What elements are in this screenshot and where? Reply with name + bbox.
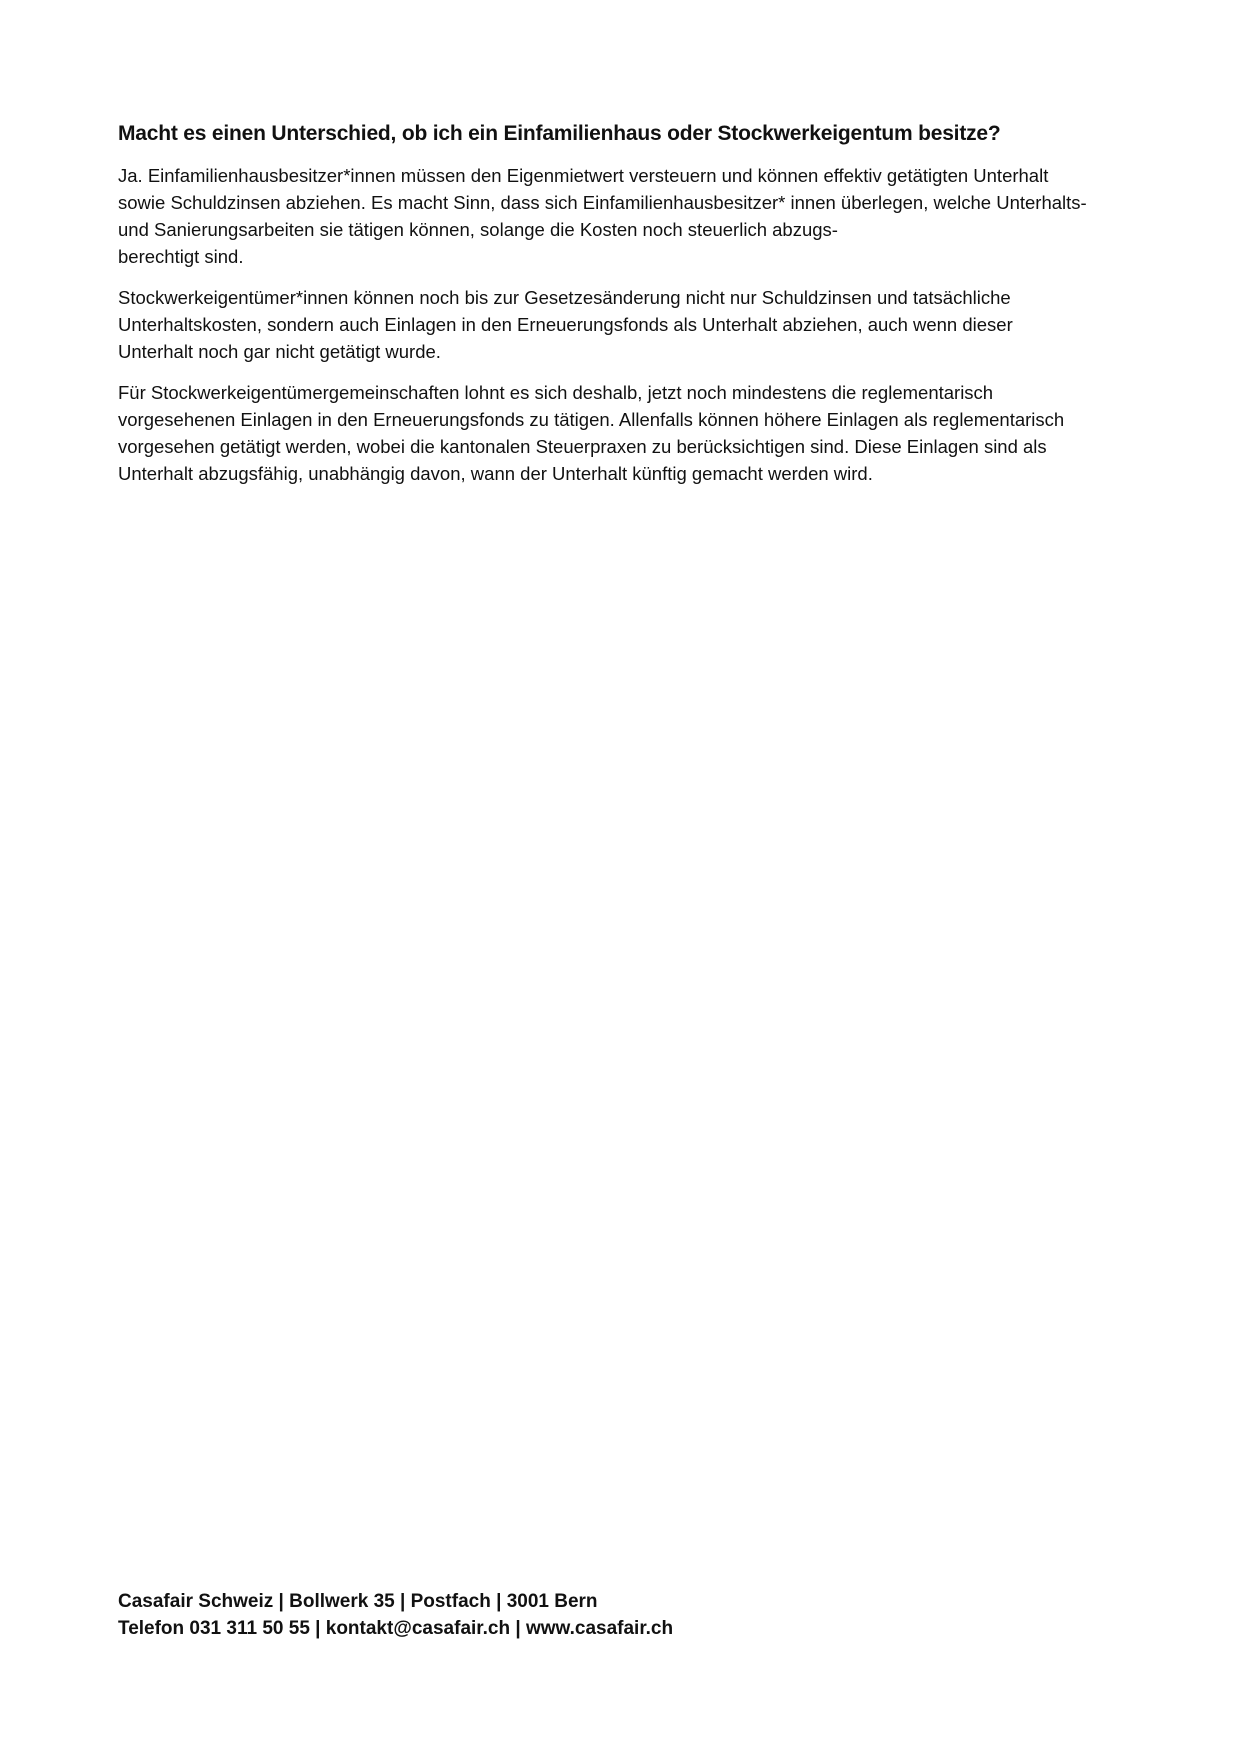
section-heading: Macht es einen Unterschied, ob ich ein Einfamilienhaus oder Stockwerkeigentum besitze? — [118, 122, 1001, 145]
paragraph-line: Ja. Einfamilienhausbesitzer*innen müssen den Eigenmietwert versteuern und können effektiv getätigten Unterhalt — [118, 165, 1049, 186]
paragraph-line: und Sanierungsarbeiten sie tätigen können, solange die Kosten noch steuerlich abzugs- — [118, 219, 838, 240]
paragraph-line: sowie Schuldzinsen abziehen. Es macht Sinn, dass sich Einfamilienhausbesitzer* innen überlegen, welche Unterhalts- — [118, 192, 1087, 213]
footer-address: Casafair Schweiz | Bollwerk 35 | Postfach | 3001 Bern — [118, 1591, 598, 1612]
document-body — [118, 120, 1128, 501]
paragraph-line: Unterhaltskosten, sondern auch Einlagen in den Erneuerungsfonds als Unterhalt abziehen, auch wenn dieser — [118, 314, 1013, 335]
paragraph-single-family — [118, 162, 1128, 270]
paragraph-line: vorgesehen getätigt werden, wobei die kantonalen Steuerpraxen zu berücksichtigen sind. Diese Einlagen sind als — [118, 436, 1047, 457]
paragraph-line: berechtigt sind. — [118, 246, 244, 267]
paragraph-line: Stockwerkeigentümer*innen können noch bis zur Gesetzesänderung nicht nur Schuldzinsen und tatsächliche — [118, 287, 1011, 308]
footer-contact-details: Telefon 031 311 50 55 | kontakt@casafair.ch | www.casafair.ch — [118, 1618, 674, 1639]
paragraph-condominium-owners — [118, 284, 1128, 365]
paragraph-line: Unterhalt noch gar nicht getätigt wurde. — [118, 341, 441, 362]
paragraph-line: vorgesehenen Einlagen in den Erneuerungsfonds zu tätigen. Allenfalls können höhere Einlagen als reglementarisch — [118, 409, 1065, 430]
paragraph-line: Für Stockwerkeigentümergemeinschaften lohnt es sich deshalb, jetzt noch mindestens die reglementarisch — [118, 382, 994, 403]
footer-contact — [118, 1588, 673, 1642]
paragraph-owner-communities — [118, 379, 1128, 487]
paragraph-line: Unterhalt abzugsfähig, unabhängig davon, wann der Unterhalt künftig gemacht werden wird. — [118, 463, 873, 484]
